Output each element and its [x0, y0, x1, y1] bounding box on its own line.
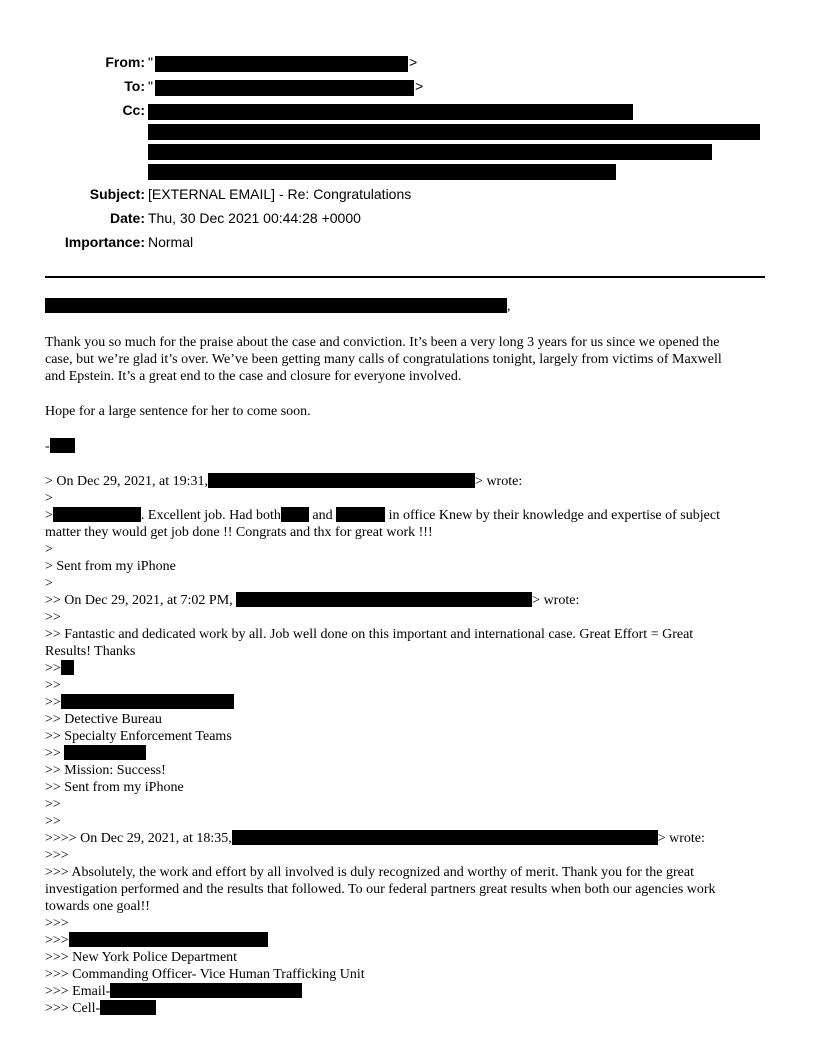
- quote-gt2: >>: [45, 661, 61, 676]
- redaction-quote3-email: [110, 983, 302, 998]
- quote2-name-line: [45, 694, 234, 711]
- quote-gt3: >>>: [45, 848, 69, 863]
- para1-line2: case, but we’re glad it’s over. We’ve been getting many calls of congratulations tonight, largely from victims of Maxwell: [45, 352, 722, 367]
- quote3-header: [45, 830, 705, 847]
- quote3-cell-label: >>> Cell-: [45, 1001, 101, 1016]
- quote1-line2: matter they would get job done !! Congrats and thx for great work !!!: [45, 525, 433, 540]
- redaction-to: [155, 80, 414, 96]
- redaction-quote2-initial: [61, 660, 74, 675]
- redaction-cc-3: [148, 144, 712, 160]
- signature-dash: -: [45, 439, 50, 454]
- redaction-quote1-person1: [281, 507, 309, 522]
- quote1-sent: > Sent from my iPhone: [45, 559, 176, 574]
- quote3-name-line: [45, 932, 268, 949]
- quote-gt: >: [45, 542, 53, 557]
- redaction-quote1-sender: [208, 473, 475, 488]
- quote2-initial-line: [45, 660, 74, 677]
- quote-gt2: >>: [45, 814, 61, 829]
- redaction-quote2-sender: [236, 592, 532, 607]
- quote3-line1: >>> Absolutely, the work and effort by all involved is duly recognized and worthy of merit. Thank you for the great: [45, 865, 694, 880]
- quote1-header: [45, 473, 522, 490]
- greeting-line: [45, 298, 511, 315]
- quote-gt3: >>>: [45, 933, 69, 948]
- quote1-line1-a: . Excellent job. Had both: [140, 508, 281, 523]
- quote2-header-a: >> On Dec 29, 2021, at 7:02 PM,: [45, 593, 233, 608]
- redaction-cc-2: [148, 124, 760, 140]
- from-label: From:: [105, 54, 145, 70]
- importance-value: Normal: [148, 234, 194, 250]
- quote1-header-b: > wrote:: [475, 474, 523, 489]
- quote-gt2: >>: [45, 678, 61, 693]
- quote3-line3: towards one goal!!: [45, 899, 150, 914]
- importance-label: Importance:: [64, 234, 145, 250]
- redaction-quote1-name: [53, 507, 141, 522]
- header-divider: [45, 276, 765, 278]
- quote3-cell-line: [45, 1000, 156, 1017]
- quote-gt2: >>: [45, 746, 61, 761]
- quote3-email-label: >>> Email-: [45, 984, 111, 999]
- redaction-greeting: [45, 298, 507, 313]
- quote3-email-line: [45, 983, 302, 1000]
- quote1-header-a: > On Dec 29, 2021, at 19:31,: [45, 474, 209, 489]
- para2: Hope for a large sentence for her to come soon.: [45, 404, 311, 419]
- to-value-close: >: [415, 78, 424, 94]
- quote-gt2: >>: [45, 797, 61, 812]
- redaction-quote3-sender: [232, 830, 658, 845]
- cc-label: Cc:: [122, 102, 145, 118]
- subject-label: Subject:: [89, 186, 145, 202]
- quote-gt2: >>: [45, 610, 61, 625]
- redaction-signature: [50, 438, 75, 453]
- quote-gt: >: [45, 576, 53, 591]
- quote2-line1: >> Fantastic and dedicated work by all. Job well done on this important and international case. Great Effort = Great: [45, 627, 694, 642]
- quote3-co: >>> Commanding Officer- Vice Human Trafficking Unit: [45, 967, 365, 982]
- quote3-header-a: >>>> On Dec 29, 2021, at 18:35,: [45, 831, 232, 846]
- redaction-quote3-cell: [100, 1000, 156, 1015]
- quote2-sent: >> Sent from my iPhone: [45, 780, 184, 795]
- para1-line3: and Epstein. It’s a great end to the case and closure for everyone involved.: [45, 369, 462, 384]
- signature-line: [45, 438, 75, 455]
- quote2-line2: Results! Thanks: [45, 644, 136, 659]
- quote-gt2: >>: [45, 695, 61, 710]
- quote3-line2: investigation performed and the results that followed. To our federal partners great results when both our agencies work: [45, 882, 716, 897]
- quote2-header-b: > wrote:: [532, 593, 580, 608]
- quote-gt3: >>>: [45, 916, 69, 931]
- quote2-redacted-line: [45, 745, 146, 762]
- date-value: Thu, 30 Dec 2021 00:44:28 +0000: [148, 210, 361, 226]
- quote3-nypd: >>> New York Police Department: [45, 950, 238, 965]
- redaction-cc-1: [148, 104, 633, 120]
- quote2-header: [45, 592, 579, 609]
- redaction-from: [155, 56, 408, 72]
- from-value-open: ": [148, 54, 153, 70]
- quote-gt: >: [45, 491, 53, 506]
- greeting-comma: ,: [507, 299, 511, 314]
- to-label: To:: [124, 78, 145, 94]
- from-value-close: >: [409, 54, 418, 70]
- quote3-header-b: > wrote:: [657, 831, 705, 846]
- quote2-teams: >> Specialty Enforcement Teams: [45, 729, 232, 744]
- subject-value: [EXTERNAL EMAIL] - Re: Congratulations: [148, 186, 412, 202]
- redaction-cc-4: [148, 164, 616, 180]
- quote1-gt: >: [45, 508, 53, 523]
- redaction-quote2-name: [61, 694, 234, 709]
- to-value-open: ": [148, 78, 153, 94]
- quote1-line1: [45, 507, 720, 524]
- redaction-quote3-name: [69, 932, 268, 947]
- date-label: Date:: [109, 210, 145, 226]
- quote2-mission: >> Mission: Success!: [45, 763, 166, 778]
- quote1-line1-c: in office Knew by their knowledge and expertise of subject: [385, 508, 720, 523]
- redaction-quote2-title: [64, 745, 146, 760]
- quote1-line1-b: and: [308, 508, 337, 523]
- para1-line1: Thank you so much for the praise about the case and conviction. It’s been a very long 3 years for us since we opened the: [45, 335, 720, 350]
- quote2-bureau: >> Detective Bureau: [45, 712, 162, 727]
- redaction-quote1-person2: [336, 507, 385, 522]
